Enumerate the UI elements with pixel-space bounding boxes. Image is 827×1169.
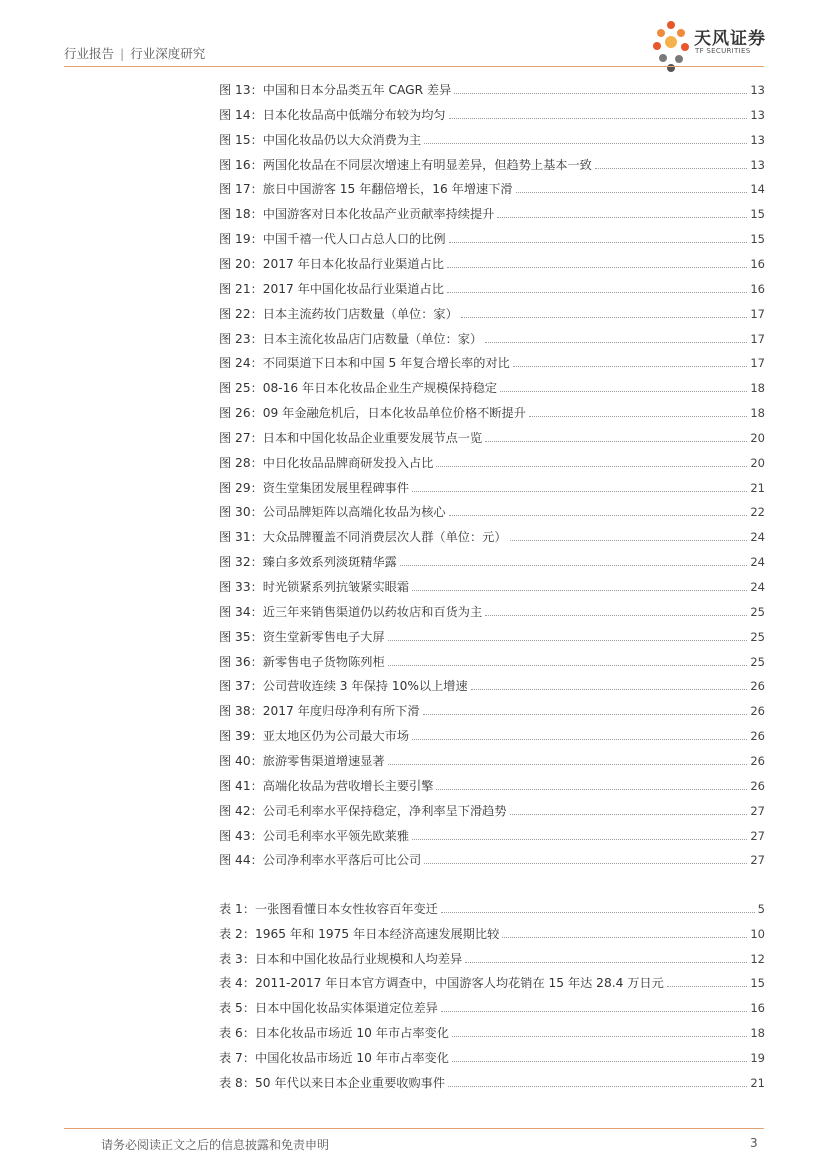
table-entry-title: 表 8：50 年代以来日本企业重要收购事件 — [219, 1075, 446, 1090]
figure-entry-page: 13 — [750, 157, 765, 172]
figure-entry-page: 14 — [750, 182, 765, 197]
figure-entry-page: 26 — [750, 704, 765, 719]
table-entry-title: 表 2：1965 年和 1975 年日本经济高速发展期比较 — [219, 926, 500, 941]
table-entry-page: 19 — [750, 1050, 765, 1065]
dot-leader — [447, 291, 747, 293]
figure-entry-page: 22 — [750, 505, 765, 520]
figure-entry-page: 16 — [750, 281, 765, 296]
dot-leader — [424, 862, 747, 864]
figure-entry-title: 图 35：资生堂新零售电子大屏 — [219, 629, 385, 644]
figure-entry-title: 图 23：日本主流化妆品店门店数量（单位：家） — [219, 331, 483, 346]
figure-entry[interactable] — [219, 250, 765, 272]
table-entry[interactable] — [219, 895, 765, 917]
figure-entry-title: 图 20：2017 年日本化妆品行业渠道占比 — [219, 256, 444, 271]
dot-leader — [441, 911, 755, 913]
table-entry-title: 表 3：日本和中国化妆品行业规模和人均差异 — [219, 951, 463, 966]
figure-entry-title: 图 25：08-16 年日本化妆品企业生产规模保持稳定 — [219, 381, 498, 396]
figure-entry[interactable] — [219, 722, 765, 744]
figure-entry-page: 25 — [750, 629, 765, 644]
figure-entry-title: 图 44：公司净利率水平落后可比公司 — [219, 853, 422, 868]
figure-entry[interactable] — [219, 349, 765, 371]
figure-entry-title: 图 32：臻白多效系列淡斑精华露 — [219, 555, 397, 570]
table-entry[interactable] — [219, 1044, 765, 1066]
table-entry[interactable] — [219, 920, 765, 942]
figure-entry-title: 图 18：中国游客对日本化妆品产业贡献率持续提升 — [219, 207, 495, 222]
dot-leader — [436, 465, 747, 467]
dot-leader — [485, 341, 747, 343]
figure-entry[interactable] — [219, 797, 765, 819]
dot-leader — [502, 936, 747, 938]
figure-entry[interactable] — [219, 548, 765, 570]
figure-entry-title: 图 15：中国化妆品仍以大众消费为主 — [219, 132, 422, 147]
dot-leader — [412, 490, 747, 492]
figure-entry[interactable] — [219, 76, 765, 98]
figure-entry-page: 20 — [750, 430, 765, 445]
dot-leader — [423, 713, 748, 715]
figure-entry-title: 图 40：旅游零售渠道增速显著 — [219, 753, 385, 768]
figure-entry[interactable] — [219, 374, 765, 396]
figure-entry-page: 20 — [750, 455, 765, 470]
figure-entry-title: 图 41：高端化妆品为营收增长主要引擎 — [219, 778, 434, 793]
dot-leader — [485, 440, 747, 442]
figure-entry-title: 图 16：两国化妆品在不同层次增速上有明显差异，但趋势上基本一致 — [219, 157, 592, 172]
figure-entry-page: 13 — [750, 83, 765, 97]
figure-entry[interactable] — [219, 598, 765, 620]
dot-leader — [454, 92, 747, 94]
figure-entry[interactable] — [219, 325, 765, 347]
breadcrumb-report-category: 行业深度研究 — [130, 46, 206, 61]
figure-entry-title: 图 26：09 年金融危机后，日本化妆品单位价格不断提升 — [219, 406, 526, 421]
dot-leader — [452, 1060, 747, 1062]
figure-entry-page: 24 — [750, 580, 765, 594]
table-entry[interactable] — [219, 969, 765, 991]
figure-entry-page: 27 — [750, 803, 765, 818]
breadcrumb — [64, 44, 205, 62]
dot-leader — [441, 1010, 748, 1012]
figure-entry[interactable] — [219, 275, 765, 297]
figure-entry[interactable] — [219, 672, 765, 694]
dot-leader — [595, 167, 748, 169]
figure-entry[interactable] — [219, 573, 765, 595]
dot-leader — [513, 365, 748, 367]
figure-entry-title: 图 38：2017 年度归母净利有所下滑 — [219, 704, 420, 719]
table-entry[interactable] — [219, 1069, 765, 1091]
table-entry-page: 12 — [750, 951, 765, 966]
figure-entry[interactable] — [219, 449, 765, 471]
breadcrumb-report-type: 行业报告 — [64, 46, 115, 61]
figure-entry-title: 图 43：公司毛利率水平领先欧莱雅 — [219, 828, 410, 843]
table-entry-title: 表 1：一张图看懂日本女性妆容百年变迁 — [219, 902, 438, 916]
figure-entry-page: 17 — [750, 356, 765, 371]
figure-entry[interactable] — [219, 126, 765, 148]
figure-entry-page: 13 — [750, 107, 765, 122]
figure-entry[interactable] — [219, 846, 765, 868]
dot-leader — [412, 838, 747, 840]
page-number: 3 — [750, 1136, 758, 1150]
dot-leader — [388, 763, 748, 765]
dot-leader — [412, 738, 747, 740]
figure-entry-title: 图 24：不同渠道下日本和中国 5 年复合增长率的对比 — [219, 356, 510, 371]
figure-entry-title: 图 31：大众品牌覆盖不同消费层次人群（单位：元） — [219, 530, 507, 545]
table-entry-page: 21 — [750, 1075, 765, 1090]
dot-leader — [667, 985, 748, 987]
dot-leader — [471, 688, 748, 690]
figure-entry-title: 图 42：公司毛利率水平保持稳定，净利率呈下滑趋势 — [219, 803, 507, 818]
table-entry-page: 15 — [750, 976, 765, 991]
figure-entry-page: 15 — [750, 232, 765, 247]
footer-divider — [64, 1128, 764, 1129]
dot-leader — [447, 266, 747, 268]
figure-entry-page: 21 — [750, 480, 765, 495]
table-entry[interactable] — [219, 1019, 765, 1041]
figure-entry-title: 图 17：旅日中国游客 15 年翻倍增长，16 年增速下滑 — [219, 182, 513, 197]
figure-entry-page: 25 — [750, 654, 765, 669]
figure-entry[interactable] — [219, 648, 765, 670]
table-entry[interactable] — [219, 994, 765, 1016]
figure-entry[interactable] — [219, 747, 765, 769]
brand-name: 天风证券 — [694, 29, 766, 49]
figure-entry-title: 图 37：公司营收连续 3 年保持 10%以上增速 — [219, 679, 468, 694]
figure-entry-title: 图 39：亚太地区仍为公司最大市场 — [219, 729, 410, 744]
figure-entry-title: 图 27：日本和中国化妆品企业重要发展节点一览 — [219, 430, 483, 445]
dot-leader — [448, 1085, 747, 1087]
figure-entry-page: 17 — [750, 306, 765, 321]
dot-leader — [452, 1035, 747, 1037]
figure-entry-page: 25 — [750, 604, 765, 619]
figure-entry-page: 26 — [750, 679, 765, 694]
breadcrumb-separator: | — [120, 46, 125, 61]
figure-entry-title: 图 19：中国千禧一代人口占总人口的比例 — [219, 232, 446, 247]
table-entry-page: 16 — [750, 1001, 765, 1016]
figure-entry-title: 图 28：中日化妆品品牌商研发投入占比 — [219, 455, 434, 470]
figure-entry[interactable] — [219, 200, 765, 222]
dot-leader — [449, 241, 748, 243]
figure-entry-title: 图 22：日本主流药妆门店数量（单位：家） — [219, 306, 458, 321]
dot-leader — [485, 614, 747, 616]
figure-entry-page: 26 — [750, 753, 765, 768]
figure-entry[interactable] — [219, 822, 765, 844]
figure-entry[interactable] — [219, 623, 765, 645]
figure-entry[interactable] — [219, 697, 765, 719]
table-entry-page: 18 — [750, 1026, 765, 1040]
table-entry-title: 表 4：2011-2017 年日本官方调查中，中国游客人均花销在 15 年达 28.4 万日元 — [219, 976, 664, 991]
dot-leader — [510, 539, 748, 541]
table-entry-title: 表 5：日本中国化妆品实体渠道定位差异 — [219, 1001, 438, 1016]
figure-entry-page: 16 — [750, 256, 765, 271]
table-entry-page: 5 — [757, 902, 765, 916]
figure-entry-title: 图 34：近三年来销售渠道仍以药妆店和百货为主 — [219, 604, 483, 619]
figure-entry[interactable] — [219, 772, 765, 794]
figure-entry-page: 13 — [750, 132, 765, 147]
figure-entry-page: 26 — [750, 778, 765, 793]
figure-entry[interactable] — [219, 424, 765, 446]
figure-entry-title: 图 30：公司品牌矩阵以高端化妆品为核心 — [219, 505, 446, 520]
figure-entry[interactable] — [219, 300, 765, 322]
dot-leader — [510, 813, 748, 815]
figure-entry[interactable] — [219, 498, 765, 520]
figure-entry-title: 图 29：资生堂集团发展里程碑事件 — [219, 480, 410, 495]
dot-leader — [400, 564, 748, 566]
dot-leader — [388, 639, 748, 641]
figure-entry-title: 图 13：中国和日本分品类五年 CAGR 差异 — [219, 83, 452, 97]
figure-entry-page: 15 — [750, 207, 765, 222]
figure-entry-page: 27 — [750, 828, 765, 843]
figure-entry[interactable] — [219, 399, 765, 421]
dot-leader — [529, 415, 747, 417]
figure-entry[interactable] — [219, 474, 765, 496]
footer-disclaimer: 请务必阅读正文之后的信息披露和免责申明 — [101, 1138, 330, 1152]
brand-subtitle: TF SECURITIES — [695, 47, 751, 55]
figure-entry-page: 26 — [750, 729, 765, 744]
figure-entry[interactable] — [219, 101, 765, 123]
dot-leader — [449, 514, 748, 516]
figure-entry-page: 18 — [750, 381, 765, 396]
figure-entry[interactable] — [219, 151, 765, 173]
figure-entry-page: 24 — [750, 530, 765, 545]
figure-entry[interactable] — [219, 523, 765, 545]
figure-entry-title: 图 14：日本化妆品高中低端分布较为均匀 — [219, 107, 446, 122]
dot-leader — [436, 788, 747, 790]
header-divider — [64, 66, 764, 67]
figure-entry[interactable] — [219, 175, 765, 197]
dot-leader — [388, 664, 748, 666]
figure-entry-page: 24 — [750, 555, 765, 570]
figure-entry[interactable] — [219, 225, 765, 247]
figure-entry-title: 图 21：2017 年中国化妆品行业渠道占比 — [219, 281, 444, 296]
figure-entry-title: 图 33：时光锁紧系列抗皱紧实眼霜 — [219, 580, 410, 594]
dot-leader — [424, 142, 747, 144]
dot-leader — [497, 216, 747, 218]
dot-leader — [465, 961, 747, 963]
figure-entry-title: 图 36：新零售电子货物陈列柜 — [219, 654, 385, 669]
dot-leader — [449, 117, 748, 119]
dot-leader — [500, 390, 747, 392]
table-entry-page: 10 — [750, 926, 765, 941]
figure-entry-page: 27 — [750, 853, 765, 868]
figure-entry-page: 17 — [750, 331, 765, 346]
dot-leader — [412, 589, 747, 591]
page-header — [0, 0, 827, 80]
dot-leader — [461, 316, 748, 318]
table-entry-title: 表 7：中国化妆品市场近 10 年市占率变化 — [219, 1050, 449, 1065]
dot-leader — [516, 191, 748, 193]
figure-entry-page: 18 — [750, 406, 765, 421]
table-entry-title: 表 6：日本化妆品市场近 10 年市占率变化 — [219, 1026, 449, 1040]
table-entry[interactable] — [219, 945, 765, 967]
